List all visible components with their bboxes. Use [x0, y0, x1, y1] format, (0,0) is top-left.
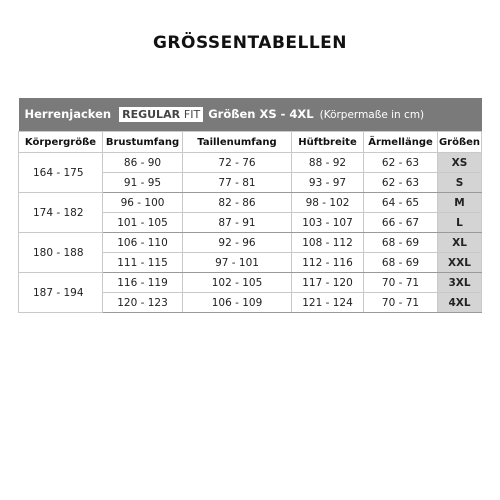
col-header-hip: Hüftbreite — [292, 132, 364, 153]
waist-cell: 106 - 109 — [183, 293, 292, 313]
hip-cell: 112 - 116 — [292, 253, 364, 273]
table-row — [19, 273, 482, 293]
fit-badge-light: FIT — [183, 108, 201, 121]
waist-cell: 92 - 96 — [183, 233, 292, 253]
sleeve-cell: 68 - 69 — [364, 233, 438, 253]
chest-cell: 86 - 90 — [103, 153, 183, 173]
hip-cell: 117 - 120 — [292, 273, 364, 293]
chest-cell: 116 - 119 — [103, 273, 183, 293]
banner-cell — [19, 98, 482, 132]
waist-cell: 77 - 81 — [183, 173, 292, 193]
banner-sizes-range: Größen XS - 4XL — [208, 107, 314, 121]
chest-cell: 96 - 100 — [103, 193, 183, 213]
col-header-waist: Taillenumfang — [183, 132, 292, 153]
hip-cell: 98 - 102 — [292, 193, 364, 213]
chest-cell: 101 - 105 — [103, 213, 183, 233]
banner-product: Herrenjacken — [24, 107, 112, 121]
size-cell: XXL — [438, 253, 482, 273]
hip-cell: 103 - 107 — [292, 213, 364, 233]
chest-cell: 91 - 95 — [103, 173, 183, 193]
sleeve-cell: 68 - 69 — [364, 253, 438, 273]
sleeve-cell: 70 - 71 — [364, 273, 438, 293]
size-cell: XL — [438, 233, 482, 253]
hip-cell: 108 - 112 — [292, 233, 364, 253]
waist-cell: 82 - 86 — [183, 193, 292, 213]
waist-cell: 102 - 105 — [183, 273, 292, 293]
sleeve-cell: 62 - 63 — [364, 173, 438, 193]
table-banner — [19, 98, 482, 132]
waist-cell: 87 - 91 — [183, 213, 292, 233]
table-row — [19, 233, 482, 253]
col-header-size: Größen — [438, 132, 482, 153]
page-title: GRÖSSENTABELLEN — [152, 33, 348, 53]
fit-badge — [119, 107, 203, 122]
col-header-sleeve: Ärmellänge — [364, 132, 438, 153]
size-cell: XS — [438, 153, 482, 173]
sleeve-cell: 66 - 67 — [364, 213, 438, 233]
hip-cell: 93 - 97 — [292, 173, 364, 193]
size-cell: 3XL — [438, 273, 482, 293]
column-header-row — [19, 132, 482, 153]
table-row — [19, 193, 482, 213]
hip-cell: 121 - 124 — [292, 293, 364, 313]
size-cell: L — [438, 213, 482, 233]
fit-badge-bold: REGULAR — [122, 108, 181, 121]
hip-cell: 88 - 92 — [292, 153, 364, 173]
waist-cell: 72 - 76 — [183, 153, 292, 173]
height-cell: 164 - 175 — [19, 153, 103, 193]
size-cell: S — [438, 173, 482, 193]
col-header-chest: Brustumfang — [103, 132, 183, 153]
col-header-height: Körpergröße — [19, 132, 103, 153]
banner-note: (Körpermaße in cm) — [319, 109, 425, 121]
chest-cell: 120 - 123 — [103, 293, 183, 313]
table-row — [19, 153, 482, 173]
chest-cell: 106 - 110 — [103, 233, 183, 253]
sleeve-cell: 64 - 65 — [364, 193, 438, 213]
waist-cell: 97 - 101 — [183, 253, 292, 273]
height-cell: 187 - 194 — [19, 273, 103, 313]
sleeve-cell: 62 - 63 — [364, 153, 438, 173]
size-cell: M — [438, 193, 482, 213]
height-cell: 180 - 188 — [19, 233, 103, 273]
size-cell: 4XL — [438, 293, 482, 313]
height-cell: 174 - 182 — [19, 193, 103, 233]
chest-cell: 111 - 115 — [103, 253, 183, 273]
size-chart-table — [18, 98, 482, 313]
sleeve-cell: 70 - 71 — [364, 293, 438, 313]
